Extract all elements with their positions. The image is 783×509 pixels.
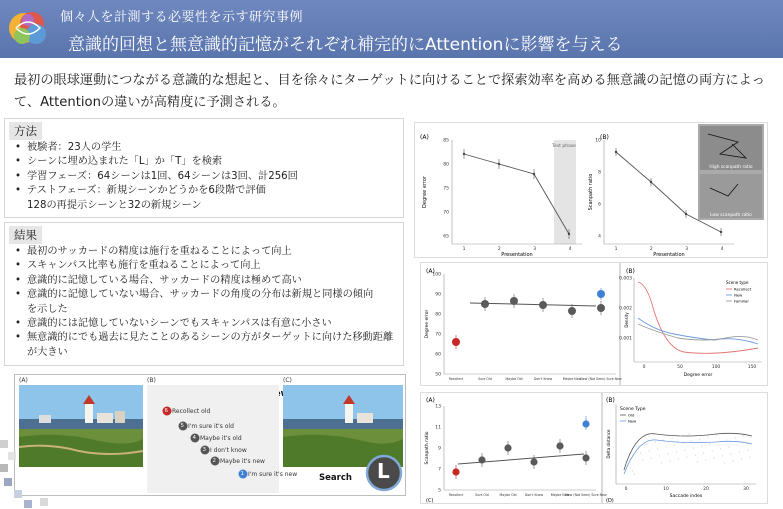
- figure-scanpath-ratio: [420, 392, 768, 504]
- rating-option[interactable]: I don't know: [210, 447, 247, 454]
- page-title: 意識的回想と無意識的記憶がそれぞれ補完的にAttentionに影響を与える: [68, 35, 623, 55]
- data-point: [597, 290, 605, 298]
- scatter-point: [644, 437, 645, 438]
- scatter-point: [638, 446, 639, 447]
- data-point: [568, 307, 576, 315]
- scatter-point: [682, 443, 683, 444]
- scatter-point: [661, 463, 662, 464]
- scatter-point: [653, 435, 654, 436]
- fig2-ylabel-b: Density: [624, 312, 629, 328]
- scatter-point: [689, 434, 690, 435]
- tick-label: 0: [642, 365, 646, 370]
- rating-option[interactable]: I'm sure it's new: [248, 471, 298, 478]
- fig3-xlabel-b: Saccade index: [669, 494, 703, 499]
- rating-option[interactable]: I'm sure it's old: [188, 423, 234, 430]
- list-item: • 無意識的にでも過去に見たことのあるシーンの方がターゲットに向けた移動距離: [15, 331, 393, 345]
- scatter-point: [714, 458, 715, 459]
- list-item: • シーンに埋め込まれた「L」か「T」を検索: [15, 155, 298, 169]
- figure-presentation: [414, 122, 768, 258]
- title-banner: [0, 0, 783, 58]
- scatter-point: [743, 436, 744, 437]
- data-point: [650, 181, 652, 183]
- decor-square: [24, 500, 32, 508]
- scene-photo-image: [19, 385, 143, 467]
- tick-label: Don't Know: [524, 493, 544, 497]
- fig1-ylabel-a: Degree error: [422, 176, 428, 208]
- search-label: Search: [319, 473, 352, 483]
- tick-label: 50: [677, 365, 683, 370]
- tick-label: 75: [443, 186, 449, 192]
- scatter-point: [712, 451, 713, 452]
- stimulus-label-b: (B): [147, 377, 156, 384]
- tick-label: 80: [435, 312, 441, 318]
- scatter-point: [703, 453, 704, 454]
- scatter-point: [640, 453, 641, 454]
- scatter-point: [674, 445, 675, 446]
- scatter-point: [668, 454, 669, 455]
- scatter-point: [676, 452, 677, 453]
- scatter-point: [665, 447, 666, 448]
- option-number: 3: [202, 447, 206, 453]
- tick-label: 5: [438, 488, 441, 494]
- list-item: • 意識的に記憶している場合、サッカードの精度は極めて高い: [15, 274, 393, 288]
- stimulus-label-c: (C): [283, 377, 292, 384]
- tick-label: 2: [649, 247, 653, 252]
- option-number: 4: [192, 435, 196, 441]
- option-number: 1: [240, 471, 244, 477]
- option-number: 5: [180, 423, 184, 429]
- legend-item: Familiar: [734, 298, 749, 304]
- fig1-label-b: (B): [600, 134, 609, 141]
- decor-square: [0, 440, 8, 448]
- scatter-point: [699, 439, 700, 440]
- fig3-ylabel-a: Scanpath ratio: [425, 431, 430, 465]
- scatter-point: [697, 462, 698, 463]
- fig3-legend-title: Scene Type: [620, 407, 646, 412]
- tick-label: 70: [443, 210, 449, 216]
- legend-item: New: [628, 418, 637, 424]
- tick-label: 30: [743, 487, 749, 492]
- fig3-ylabel-b: Delta distance: [606, 429, 611, 459]
- fig2-legend-title: Scene type: [726, 280, 749, 285]
- scatter-point: [632, 471, 633, 472]
- brain-logo-icon: [6, 6, 52, 50]
- scatter-point: [733, 461, 734, 462]
- data-point: [481, 300, 489, 308]
- rating-option[interactable]: Maybe it's new: [220, 458, 265, 465]
- scatter-point: [745, 443, 746, 444]
- tick-label: 0.001: [619, 336, 632, 342]
- scatter-point: [747, 450, 748, 451]
- tick-label: 9: [438, 446, 441, 452]
- scatter-point: [731, 454, 732, 455]
- list-item: • 意識的には記憶していないシーンでもスキャンパスは有意に小さい: [15, 317, 393, 331]
- scatter-point: [649, 451, 650, 452]
- low-ratio-label: Low scanpath ratio: [710, 213, 752, 218]
- fig2-ylabel-a: Degree error: [425, 309, 430, 339]
- legend-item: New: [734, 292, 743, 298]
- fig1-label-a: (A): [420, 134, 429, 141]
- scatter-point: [720, 449, 721, 450]
- scatter-point: [718, 442, 719, 443]
- tick-label: 7: [438, 467, 441, 473]
- decor-square: [40, 498, 48, 506]
- scatter-point: [655, 442, 656, 443]
- scatter-point: [647, 444, 648, 445]
- data-point: [539, 301, 547, 309]
- figure-degree-error: [420, 262, 768, 386]
- tick-label: 6: [598, 202, 601, 208]
- data-point: [533, 173, 535, 175]
- scatter-point: [642, 460, 643, 461]
- list-item: • テストフェーズ：新規シーンかどうかを6段階で評価: [15, 184, 298, 198]
- option-number: 2: [212, 458, 216, 464]
- fig2-label-a: (A): [426, 268, 435, 275]
- data-point: [463, 153, 465, 155]
- fig1-xlabel-b: Presentation: [653, 252, 685, 258]
- page-subtitle: 個々人を計測する必要性を示す研究事例: [60, 10, 304, 25]
- scatter-point: [737, 445, 738, 446]
- scatter-point: [670, 461, 671, 462]
- tick-label: 1: [614, 247, 618, 252]
- list-item: • 意識的に記憶していない場合、サッカードの角度の分布は新規と同様の傾向: [15, 288, 393, 302]
- fig1-xlabel-a: Presentation: [501, 252, 533, 258]
- scatter-point: [724, 463, 725, 464]
- scatter-point: [684, 450, 685, 451]
- scatter-point: [707, 437, 708, 438]
- data-point: [452, 338, 460, 346]
- tick-label: 100: [432, 272, 441, 278]
- tick-label: Recollect: [448, 493, 464, 497]
- tick-label: Maybe New: [550, 493, 570, 497]
- tick-label: 85: [443, 138, 449, 144]
- scatter-point: [630, 468, 631, 469]
- data-point: [568, 233, 570, 235]
- tick-label: 4: [568, 247, 572, 252]
- scanpath-illustration: [698, 124, 764, 220]
- scatter-point: [749, 457, 750, 458]
- scatter-point: [651, 458, 652, 459]
- data-point: [498, 163, 500, 165]
- tick-label: New (Not Seen) Sure New: [580, 377, 622, 381]
- scatter-point: [739, 452, 740, 453]
- tick-label: 11: [435, 425, 441, 431]
- scatter-point: [663, 440, 664, 441]
- scatter-point: [691, 441, 692, 442]
- fig3-label-c: (C): [426, 498, 434, 504]
- legend-item: Recollect: [734, 286, 752, 292]
- tick-label: 1: [462, 247, 466, 252]
- tick-label: 65: [443, 234, 449, 240]
- tick-label: Don't Know: [533, 377, 553, 381]
- scatter-point: [705, 460, 706, 461]
- tick-label: 20: [703, 487, 709, 492]
- fig3-label-d: (D): [606, 498, 614, 504]
- tick-label: 150: [747, 365, 757, 370]
- list-item: が大きい: [27, 346, 68, 358]
- tick-label: Maybe Old: [499, 493, 517, 497]
- scatter-point: [693, 448, 694, 449]
- decor-square: [8, 452, 16, 460]
- fig2-label-b: (B): [626, 268, 635, 275]
- data-point: [452, 468, 459, 475]
- scatter-point: [680, 436, 681, 437]
- fig2-xlabel-b: Degree error: [683, 373, 713, 378]
- list-item: を示した: [27, 303, 68, 315]
- summary-text: 最初の眼球運動につながる意識的な想起と、目を徐々にターゲットに向けることで探索効率を高める無意識の記憶の両方によって、Attentionの違いが高精度に予測される。: [14, 73, 765, 110]
- scatter-point: [741, 459, 742, 460]
- results-panel: [4, 222, 404, 366]
- data-point: [685, 213, 687, 215]
- data-point: [510, 297, 518, 305]
- decor-square: [0, 464, 8, 472]
- fig3-label-a: (A): [426, 397, 435, 404]
- tick-label: 13: [435, 404, 441, 410]
- scatter-point: [695, 455, 696, 456]
- data-point: [478, 456, 485, 463]
- tick-label: 90: [435, 292, 441, 298]
- rating-option[interactable]: Maybe it's old: [200, 435, 242, 442]
- tick-label: Maybe Old: [505, 377, 523, 381]
- scatter-point: [634, 474, 635, 475]
- results-list: [15, 245, 393, 360]
- tick-label: 50: [435, 372, 441, 378]
- tick-label: Sure Old: [478, 377, 492, 381]
- scatter-point: [686, 457, 687, 458]
- scatter-point: [722, 456, 723, 457]
- tick-label: 100: [711, 365, 721, 370]
- list-item: • 被験者：23人の学生: [15, 141, 298, 155]
- methods-list: [15, 141, 298, 213]
- tick-label: Sure Old: [475, 493, 489, 497]
- tick-label: 3: [685, 247, 689, 252]
- scatter-point: [657, 449, 658, 450]
- tick-label: 4: [598, 234, 601, 240]
- scatter-point: [728, 447, 729, 448]
- legend-item: Old: [628, 412, 635, 418]
- scatter-point: [710, 444, 711, 445]
- stimulus-figure: [14, 374, 406, 496]
- scatter-point: [628, 465, 629, 466]
- scatter-point: [678, 459, 679, 460]
- tick-label: 80: [443, 162, 449, 168]
- test-phase-label: Test phase: [552, 144, 576, 149]
- tick-label: 0.002: [619, 306, 632, 312]
- list-item: • 学習フェーズ：64シーンは1回、64シーンは3回、計256回: [15, 170, 298, 184]
- tick-label: 4: [720, 247, 724, 252]
- decor-square: [4, 478, 12, 486]
- tick-label: 10: [595, 138, 601, 144]
- tick-label: 60: [435, 352, 441, 358]
- stimulus-label-a: (A): [19, 377, 28, 384]
- list-item: • スキャンパス比率も施行を重ねることによって向上: [15, 259, 393, 273]
- data-point: [582, 420, 589, 427]
- scatter-point: [659, 456, 660, 457]
- tick-label: 2: [497, 247, 501, 252]
- scatter-point: [636, 447, 637, 448]
- list-item: • 最初のサッカードの精度は施行を重ねることによって向上: [15, 245, 393, 259]
- fig1-ylabel-b: Scanpath ratio: [588, 173, 594, 211]
- scatter-point: [716, 435, 717, 436]
- list-item: 128の再提示シーンと32の新規シーン: [27, 199, 202, 211]
- rating-option[interactable]: Recollect old: [172, 408, 211, 415]
- tick-label: 0: [624, 487, 628, 492]
- scatter-point: [626, 462, 627, 463]
- question-text: new?: [268, 389, 294, 399]
- target-letter: L: [377, 459, 390, 483]
- tick-label: New (Not Seen) Sure New: [565, 493, 607, 497]
- data-point: [582, 454, 589, 461]
- data-point: [530, 458, 537, 465]
- methods-heading: 方法: [9, 122, 42, 140]
- tick-label: 0.003: [619, 276, 632, 282]
- data-point: [504, 444, 511, 451]
- tick-label: 8: [598, 170, 601, 176]
- data-point: [597, 304, 605, 312]
- scatter-point: [735, 438, 736, 439]
- scatter-point: [672, 438, 673, 439]
- tick-label: 70: [435, 332, 441, 338]
- option-number: 6: [164, 408, 168, 414]
- tick-label: 3: [533, 247, 537, 252]
- data-point: [720, 231, 722, 233]
- decor-square: [14, 490, 22, 498]
- tick-label: Maybe New: [562, 377, 582, 381]
- fig3-label-b: (B): [606, 397, 615, 404]
- scatter-point: [726, 440, 727, 441]
- tick-label: 10: [663, 487, 669, 492]
- data-point: [556, 442, 563, 449]
- high-ratio-label: High scanpath ratio: [709, 165, 753, 170]
- tick-label: Recollect: [448, 377, 464, 381]
- scatter-point: [701, 446, 702, 447]
- methods-panel: [4, 118, 404, 218]
- data-point: [615, 151, 617, 153]
- results-heading: 結果: [9, 226, 42, 244]
